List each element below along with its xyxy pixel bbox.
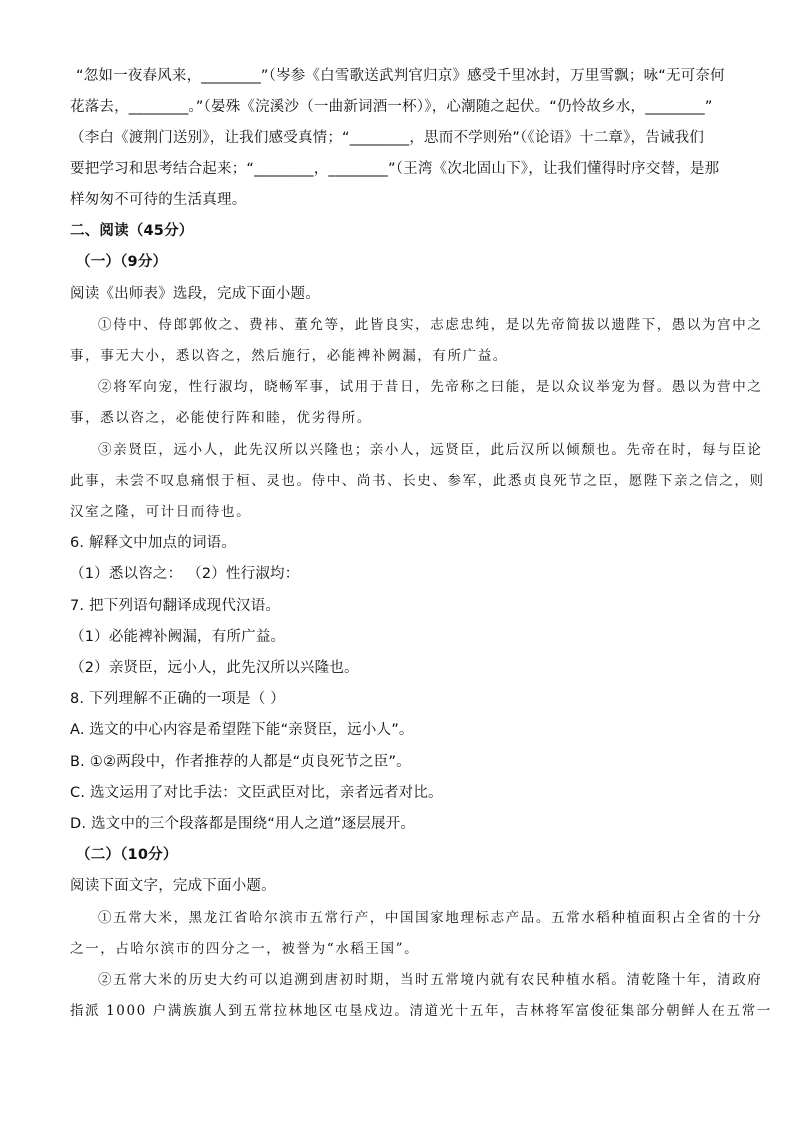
passage-line: ③亲贤臣，远小人，此先汉所以兴隆也；亲小人，远贤臣，此后汉所以倾颓也。先帝在时，每与臣论 <box>98 442 763 458</box>
poem-fill-line: 样匆匆不可待的生活真理。 <box>70 192 247 208</box>
poem-fill-line: 要把学习和思考结合起来；“________，________”（王湾《次北固山下》，让我们懂得时序交替，是那 <box>70 161 720 177</box>
question-line: 6. 解释文中加点的词语。 <box>70 535 237 551</box>
passage-line: 事，事无大小，悉以咨之，然后施行，必能裨补阙漏，有所广益。 <box>70 348 508 364</box>
passage-line: 指派 1000 户满族旗人到五常拉林地区屯垦戍边。清道光十五年，吉林将军富俊征集部分朝鲜人在五常一 <box>70 1003 772 1019</box>
part-two-heading: （二）（10分） <box>76 847 178 863</box>
poem-fill-line: “忽如一夜春风来，________”（岑参《白雪歌送武判官归京》感受千里冰封，万里雪飘；咏“无可奈何 <box>76 68 725 84</box>
part-one-instruction: 阅读《出师表》选段，完成下面小题。 <box>70 286 320 302</box>
passage-line: ①侍中、侍郎郭攸之、费祎、董允等，此皆良实，志虑忠纯，是以先帝简拔以遗陛下，愚以为宫中之 <box>98 317 763 333</box>
question-line: （1）必能裨补阙漏，有所广益。 <box>70 629 286 645</box>
passage-line: 此事，未尝不叹息痛恨于桓、灵也。侍中、尚书、长史、参军，此悉贞良死节之臣，愿陛下亲之信之，则 <box>70 473 765 489</box>
option-d: D. 选文中的三个段落都是围绕“用人之道”逐层展开。 <box>70 816 416 832</box>
passage-line: ②五常大米的历史大约可以追溯到唐初时期，当时五常境内就有农民种植水稻。清乾隆十年，清政府 <box>98 972 763 988</box>
part-one-heading: （一）（9分） <box>76 254 168 270</box>
passage-line: 事，悉以咨之，必能使行阵和睦，优劣得所。 <box>70 410 372 426</box>
part-two-instruction: 阅读下面文字，完成下面小题。 <box>70 878 276 894</box>
question-line: （2）亲贤臣，远小人，此先汉所以兴隆也。 <box>70 660 359 676</box>
passage-line: ①五常大米，黑龙江省哈尔滨市五常行产，中国国家地理标志产品。五常水稻种植面积占全省的十分 <box>98 910 763 926</box>
poem-fill-line: 花落去，________。”（晏殊《浣溪沙（一曲新词酒一杯）》，心潮随之起伏。“仍怜故乡水，________” <box>70 99 713 115</box>
option-b: B. ①②两段中，作者推荐的人都是“贞良死节之臣”。 <box>70 754 411 770</box>
question-line: （1）悉以咨之： （2）性行淑均： <box>70 566 300 582</box>
poem-fill-line: （李白《渡荆门送别》，让我们感受真情；“________，思而不学则殆”（《论语》十二章》，告诫我们 <box>70 130 705 146</box>
question-line: 8. 下列理解不正确的一项是（ ） <box>70 691 285 707</box>
option-a: A. 选文的中心内容是希望陛下能“亲贤臣，远小人”。 <box>70 722 414 738</box>
passage-line: ②将军向宠，性行淑均，晓畅军事，试用于昔日，先帝称之曰能，是以众议举宠为督。愚以为营中之 <box>98 379 763 395</box>
passage-line: 之一，占哈尔滨市的四分之一，被誉为“水稻王国”。 <box>70 941 420 957</box>
passage-line: 汉室之隆，可计日而待也。 <box>70 504 252 520</box>
option-c: C. 选文运用了对比手法：文臣武臣对比，亲者远者对比。 <box>70 785 443 801</box>
question-line: 7. 把下列语句翻译成现代汉语。 <box>70 598 281 614</box>
section-heading: 二、阅读（45分） <box>70 223 194 239</box>
